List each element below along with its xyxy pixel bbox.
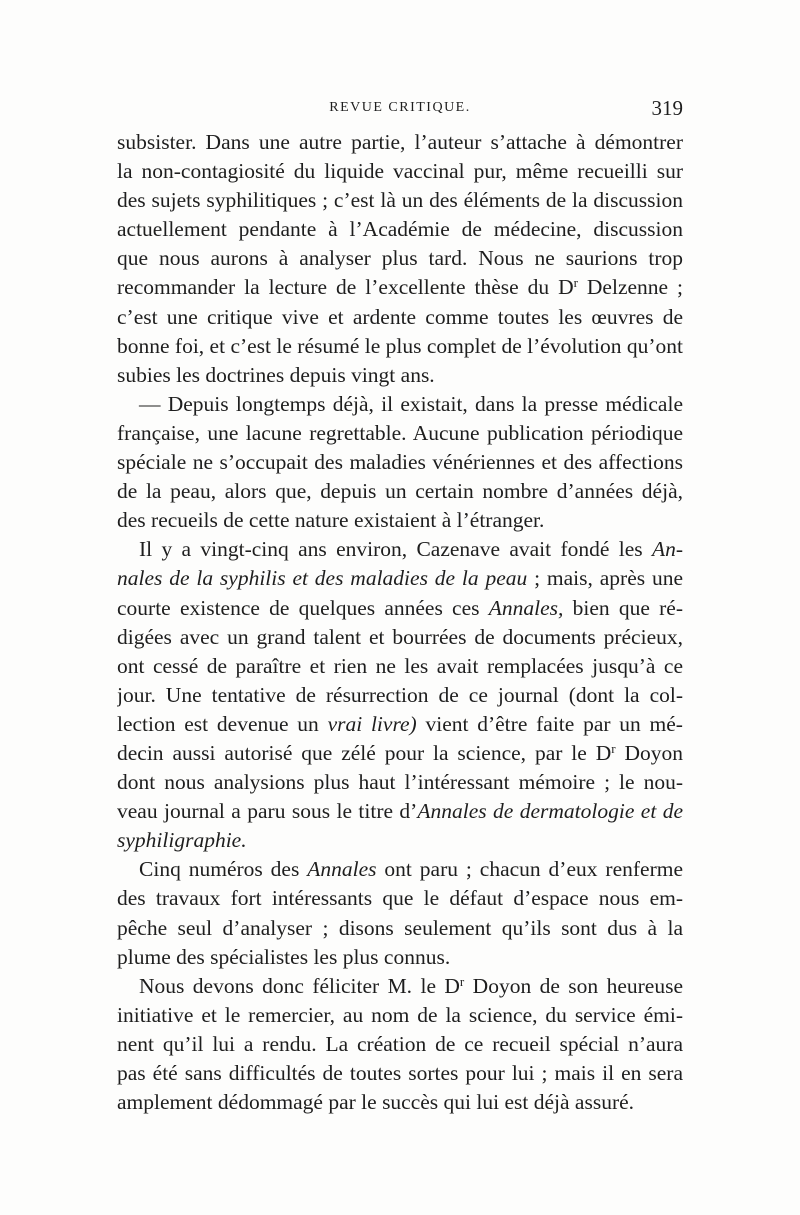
text-run: ont paru ; chacun d’eux renferme [376,857,683,882]
text-line [117,273,683,302]
text-run: initiative et le remercier, au nom de la science, du service émi- [117,1002,683,1027]
italic-text: vrai livre) [327,711,417,736]
text-run: decin aussi autorisé que zélé pour la science, par le D [117,740,612,765]
text-line [117,215,683,244]
text-run: spéciale ne s’occupait des maladies vénériennes et des affections [117,450,683,475]
text-run: ont cessé de paraître et rien ne les avait remplacées jusqu’à ce [117,653,683,678]
text-run: française, une lacune regrettable. Aucune publication périodique [117,420,683,445]
text-run: que nous aurons à analyser plus tard. Nous ne saurions trop [117,246,683,271]
text-run: subsister. Dans une autre partie, l’auteur s’attache à démontrer [117,130,683,154]
paragraph [117,972,683,1117]
text-run: des recueils de cette nature existaient à l’étranger. [117,508,545,533]
italic-text: Annales, [488,595,564,620]
text-run: des sujets syphilitiques ; c’est là un des éléments de la discussion [117,188,683,213]
text-line [117,652,683,681]
text-run: — Depuis longtemps déjà, il existait, dans la presse médicale [139,391,683,416]
superscript: r [611,740,616,756]
text-run: Il y a vingt-cinq ans environ, Cazenave avait fondé les [139,537,652,562]
text-run: veau journal a paru sous le titre d’ [117,799,418,824]
text-run: vient d’être faite par un mé- [416,711,683,736]
italic-text: An- [651,537,683,562]
text-run: Doyon [615,740,683,765]
text-line [117,972,683,1001]
text-run: lection est devenue un [117,711,328,736]
text-line [117,419,683,448]
text-line [117,1088,683,1117]
text-line [117,1001,683,1030]
text-run: Doyon de son heureuse [464,973,683,998]
text-run: la non-contagiosité du liquide vaccinal pur, même recueilli sur [117,159,683,184]
text-line [117,739,683,768]
page-header [117,96,683,126]
text-run: pas été sans difficultés de toutes sortes pour lui ; mais il en sera [117,1061,683,1085]
text-line [117,390,683,419]
text-line [117,594,683,623]
text-run: recommander la lecture de l’excellente thèse du D [117,275,574,300]
text-line [117,681,683,710]
paragraph [117,855,683,971]
text-run: des travaux fort intéressants que le défaut d’espace nous em- [117,886,683,911]
text-line [117,361,683,390]
text-run: plume des spécialistes les plus connus. [117,944,451,969]
running-title: REVUE CRITIQUE. [329,100,471,115]
text-run: digées avec un grand talent et bourrées de documents précieux, [117,624,683,649]
body-text [117,128,683,1117]
text-run: actuellement pendante à l’Académie de médecine, discussion [117,217,683,242]
text-run: Nous devons donc féliciter M. le D [139,973,460,998]
text-line [117,332,683,361]
text-line [117,1030,683,1059]
text-run: nent qu’il lui a rendu. La création de ce recueil spécial n’aura [117,1031,683,1056]
text-line [117,157,683,186]
text-line [117,303,683,332]
superscript: r [573,275,578,291]
text-run: de la peau, alors que, depuis un certain nombre d’années déjà, [117,479,683,504]
text-run: ; mais, après une [527,566,683,591]
text-line [117,855,683,884]
text-run: subies les doctrines depuis vingt ans. [117,362,435,387]
text-run: jour. Une tentative de résurrection de ce journal (dont la col- [117,682,683,707]
text-line [117,448,683,477]
text-run: pêche seul d’analyser ; disons seulement qu’ils sont dus à la [117,915,683,940]
italic-text: nales de la syphilis et des maladies de la peau [117,566,528,591]
text-line [117,826,683,855]
text-run: courte existence de quelques années ces [117,595,489,620]
text-line [117,186,683,215]
text-line [117,564,683,593]
italic-text: Annales de dermatologie et de [417,799,683,824]
text-run: Cinq numéros des [139,857,308,882]
italic-text: Annales [307,857,377,882]
page-number: 319 [651,96,683,120]
text-run: Delzenne ; [577,275,683,300]
text-run: dont nous analysions plus haut l’intéressant mémoire ; le nou- [117,770,683,795]
text-line [117,768,683,797]
text-line [117,244,683,273]
text-line [117,943,683,972]
text-run: bien que ré- [563,595,683,620]
paragraph [117,128,683,390]
text-line [117,884,683,913]
text-line [117,535,683,564]
paragraph [117,535,683,855]
text-line [117,623,683,652]
text-line [117,506,683,535]
text-run: c’est une critique vive et ardente comme toutes les œuvres de [117,304,683,329]
paragraph [117,390,683,535]
text-line [117,128,683,157]
text-line [117,797,683,826]
text-line [117,1059,683,1088]
superscript: r [459,973,465,989]
text-run: bonne foi, et c’est le résumé le plus complet de l’évolution qu’ont [117,333,683,358]
text-line [117,914,683,943]
text-line [117,477,683,506]
text-line [117,710,683,739]
text-run: amplement dédommagé par le succès qui lui est déjà assuré. [117,1090,635,1115]
italic-text: syphiligraphie. [117,828,247,853]
